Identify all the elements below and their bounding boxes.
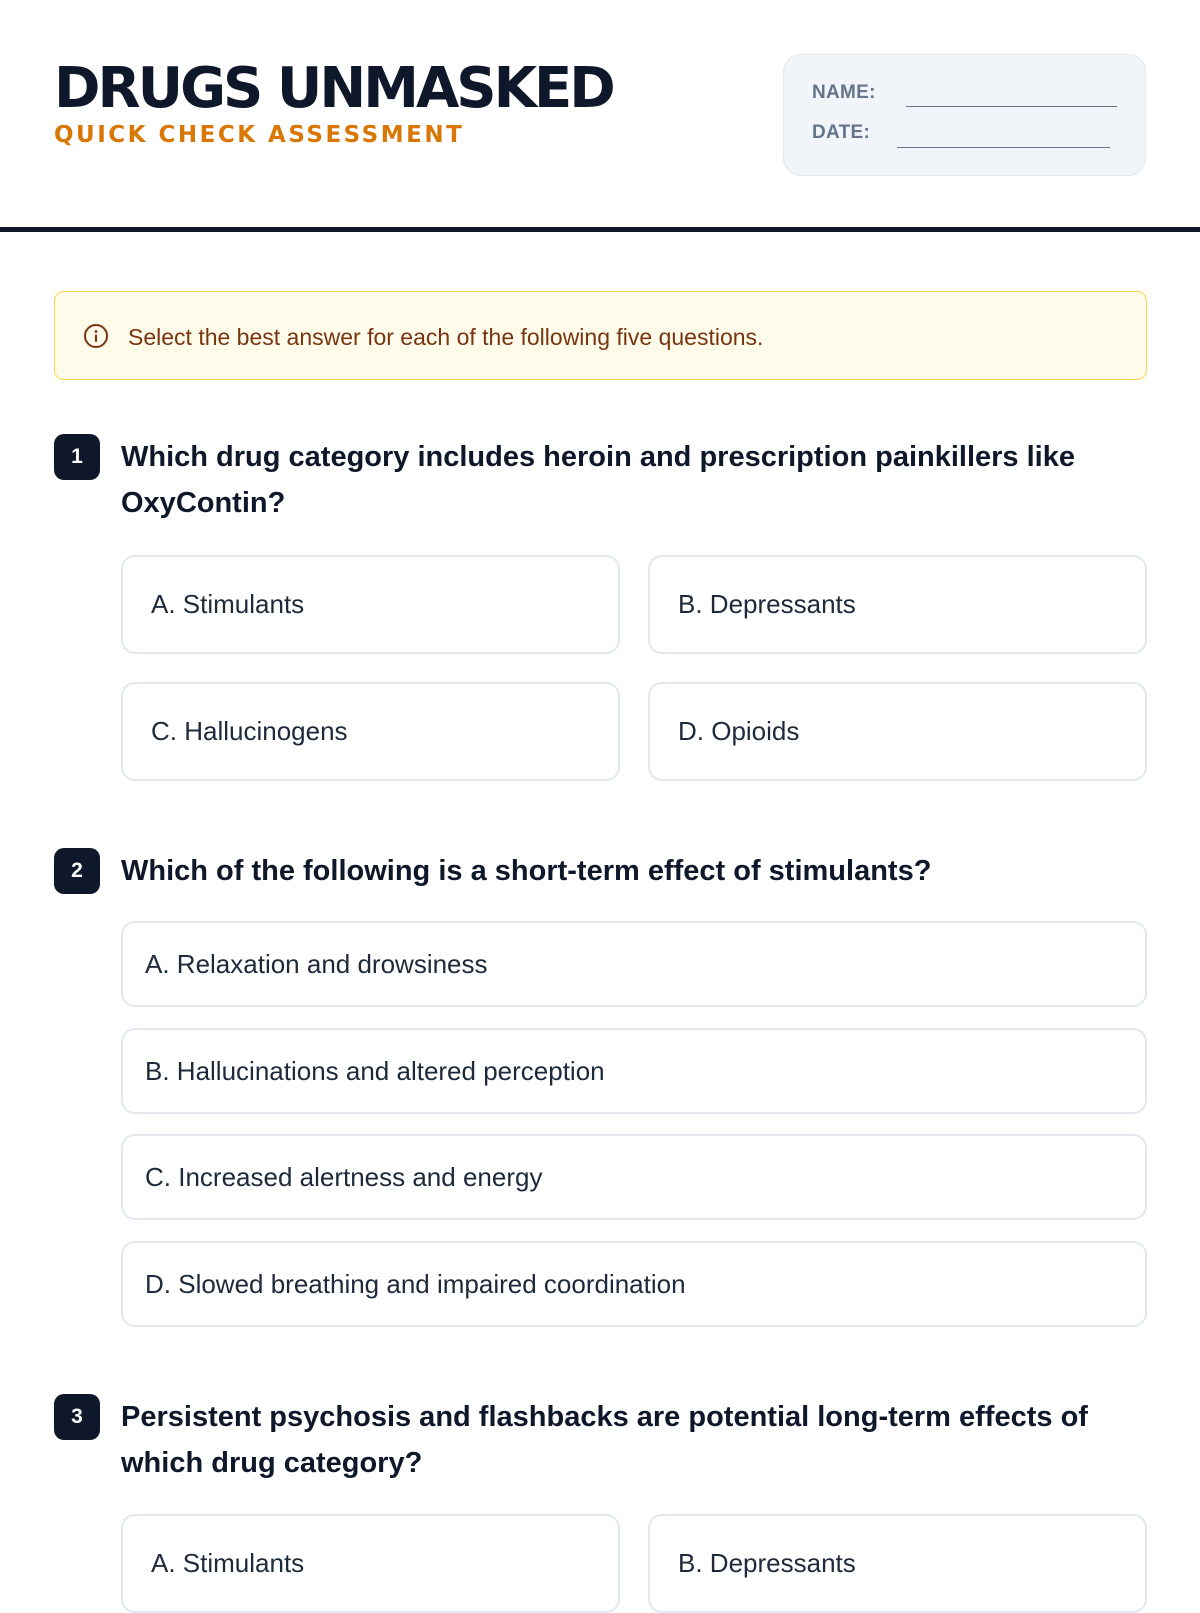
instruction-text: Select the best answer for each of the following five questions. bbox=[128, 324, 764, 350]
worksheet-header bbox=[0, 0, 1200, 232]
info-icon bbox=[83, 323, 109, 349]
answer-option-1b[interactable]: B. Depressants bbox=[648, 555, 1147, 654]
student-info-box bbox=[783, 54, 1146, 176]
answer-option-2b[interactable]: B. Hallucinations and altered perception bbox=[121, 1028, 1147, 1114]
answer-option-2a[interactable]: A. Relaxation and drowsiness bbox=[121, 921, 1147, 1007]
answer-option-2c[interactable]: C. Increased alertness and energy bbox=[121, 1134, 1147, 1220]
date-label: DATE: bbox=[812, 122, 871, 143]
date-field[interactable] bbox=[897, 147, 1110, 148]
answer-option-2d[interactable]: D. Slowed breathing and impaired coordination bbox=[121, 1241, 1147, 1327]
answer-option-1c[interactable]: C. Hallucinogens bbox=[121, 682, 620, 781]
answer-option-3a[interactable]: A. Stimulants bbox=[121, 1514, 620, 1613]
page-subtitle: QUICK CHECK ASSESSMENT bbox=[54, 122, 465, 148]
instruction-banner bbox=[54, 291, 1147, 380]
name-field[interactable] bbox=[906, 106, 1117, 107]
question-number-badge: 2 bbox=[54, 848, 100, 894]
question-text: Persistent psychosis and flashbacks are potential long-term effects of which drug category? bbox=[121, 1401, 1088, 1479]
question-text: Which of the following is a short-term effect of stimulants? bbox=[121, 855, 932, 887]
answer-option-1d[interactable]: D. Opioids bbox=[648, 682, 1147, 781]
question-text: Which drug category includes heroin and prescription painkillers like OxyContin? bbox=[121, 441, 1075, 519]
page-title: DRUGS UNMASKED bbox=[54, 56, 613, 121]
answer-option-1a[interactable]: A. Stimulants bbox=[121, 555, 620, 654]
question-number-badge: 3 bbox=[54, 1394, 100, 1440]
question-number-badge: 1 bbox=[54, 434, 100, 480]
name-label: NAME: bbox=[812, 82, 876, 103]
answer-option-3b[interactable]: B. Depressants bbox=[648, 1514, 1147, 1613]
